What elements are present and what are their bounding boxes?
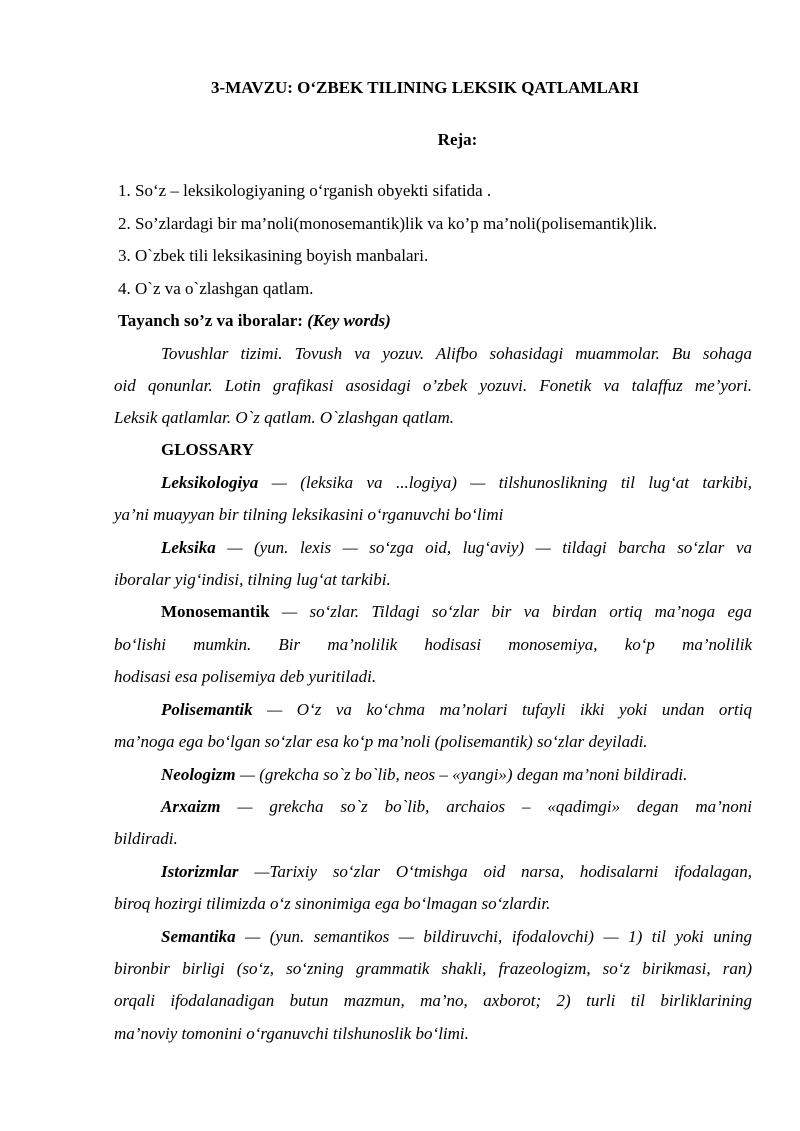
glossary-heading: GLOSSARY	[161, 440, 254, 459]
page-title: 3-MAVZU: O‘ZBEK TILINING LEKSIK QATLAMLARI	[211, 78, 639, 97]
plan-item: 3. O`zbek tili leksikasining boyish manbalari.	[118, 246, 429, 265]
glossary-entry-leksika: Leksika — (yun. lexis — so‘zga oid, lug‘aviy) — tildagi barcha so‘zlar va	[161, 538, 752, 557]
glossary-entry-monosemantik: Monosemantik — so‘zlar. Tildagi so‘zlar bir va birdan ortiq ma’noga ega	[161, 602, 752, 621]
glossary-entry-line: ma’noga ega bo‘lgan so‘zlar esa ko‘p ma’noli (polisemantik) so‘zlar deyiladi.	[114, 732, 648, 751]
glossary-term: Neologizm	[161, 765, 236, 784]
glossary-term: Semantika	[161, 927, 236, 946]
glossary-entry-polisemantik: Polisemantik — O‘z va ko‘chma ma’nolari tufayli ikki yoki undan ortiq	[161, 700, 752, 719]
glossary-term: Polisemantik	[161, 700, 253, 719]
keywords-text-line: oid qonunlar. Lotin grafikasi asosidagi o’zbek yozuvi. Fonetik va talaffuz me’yori.	[114, 376, 752, 395]
keywords-en: (Key words)	[307, 311, 391, 330]
plan-item: 4. O`z va o`zlashgan qatlam.	[118, 279, 314, 298]
glossary-term: Arxaizm	[161, 797, 221, 816]
glossary-entry-leksikologiya: Leksikologiya — (leksika va ...logiya) — tilshunoslikning til lug‘at tarkibi,	[161, 473, 753, 492]
glossary-entry-line: bo‘lishi mumkin. Bir ma’nolilik hodisasi monosemiya, ko‘p ma’nolilik	[114, 635, 752, 654]
plan-item: 1. So‘z – leksikologiyaning o‘rganish obyekti sifatida .	[118, 181, 492, 200]
glossary-entry-line: orqali ifodalanadigan butun mazmun, ma’no, axborot; 2) turli til birliklarining	[114, 991, 752, 1010]
keywords-text-line: Tovushlar tizimi. Tovush va yozuv. Alifbo sohasidagi muammolar. Bu sohaga	[161, 344, 752, 363]
keywords-text-line: Leksik qatlamlar. O`z qatlam. O`zlashgan qatlam.	[114, 408, 454, 427]
glossary-entry-line: bildiradi.	[114, 829, 178, 848]
glossary-entry-semantika: Semantika — (yun. semantikos — bildiruvchi, ifodalovchi) — 1) til yoki uning	[161, 927, 752, 946]
glossary-entry-line: bironbir birligi (so‘z, so‘zning grammatik shakli, frazeologizm, so‘z birikmasi, ran)	[114, 959, 752, 978]
glossary-entry-line: iboralar yig‘indisi, tilning lug‘at tarkibi.	[114, 570, 391, 589]
glossary-entry-line: hodisasi esa polisemiya deb yuritiladi.	[114, 667, 377, 686]
glossary-term: Leksikologiya	[161, 473, 259, 492]
glossary-entry-arxaizm: Arxaizm — grekcha so`z bo`lib, archaios – «qadimgi» degan ma’noni	[161, 797, 752, 816]
glossary-entry-line: biroq hozirgi tilimizda o‘z sinonimiga ega bo‘lmagan so‘zlardir.	[114, 894, 551, 913]
glossary-term: Leksika	[161, 538, 216, 557]
glossary-entry-line: ma’noviy tomonini o‘rganuvchi tilshunoslik bo‘limi.	[114, 1024, 469, 1043]
glossary-term: Monosemantik	[161, 602, 270, 621]
glossary-term: Istorizmlar	[161, 862, 239, 881]
keywords-heading	[118, 311, 756, 331]
glossary-entry-neologizm: Neologizm — (grekcha so`z bo`lib, neos – «yangi») degan ma’noni bildiradi.	[161, 765, 688, 784]
plan-heading: Reja:	[437, 130, 478, 149]
glossary-entry-istorizmlar: Istorizmlar —Tarixiy so‘zlar O‘tmishga oid narsa, hodisalarni ifodalagan,	[161, 862, 753, 881]
plan-item: 2. So’zlardagi bir ma’noli(monosemantik)lik va ko’p ma’noli(polisemantik)lik.	[118, 214, 658, 233]
glossary-entry-line: ya’ni muayyan bir tilning leksikasini o‘rganuvchi bo‘limi	[114, 505, 504, 524]
keywords-label: Tayanch so’z va iboralar:	[118, 311, 303, 330]
